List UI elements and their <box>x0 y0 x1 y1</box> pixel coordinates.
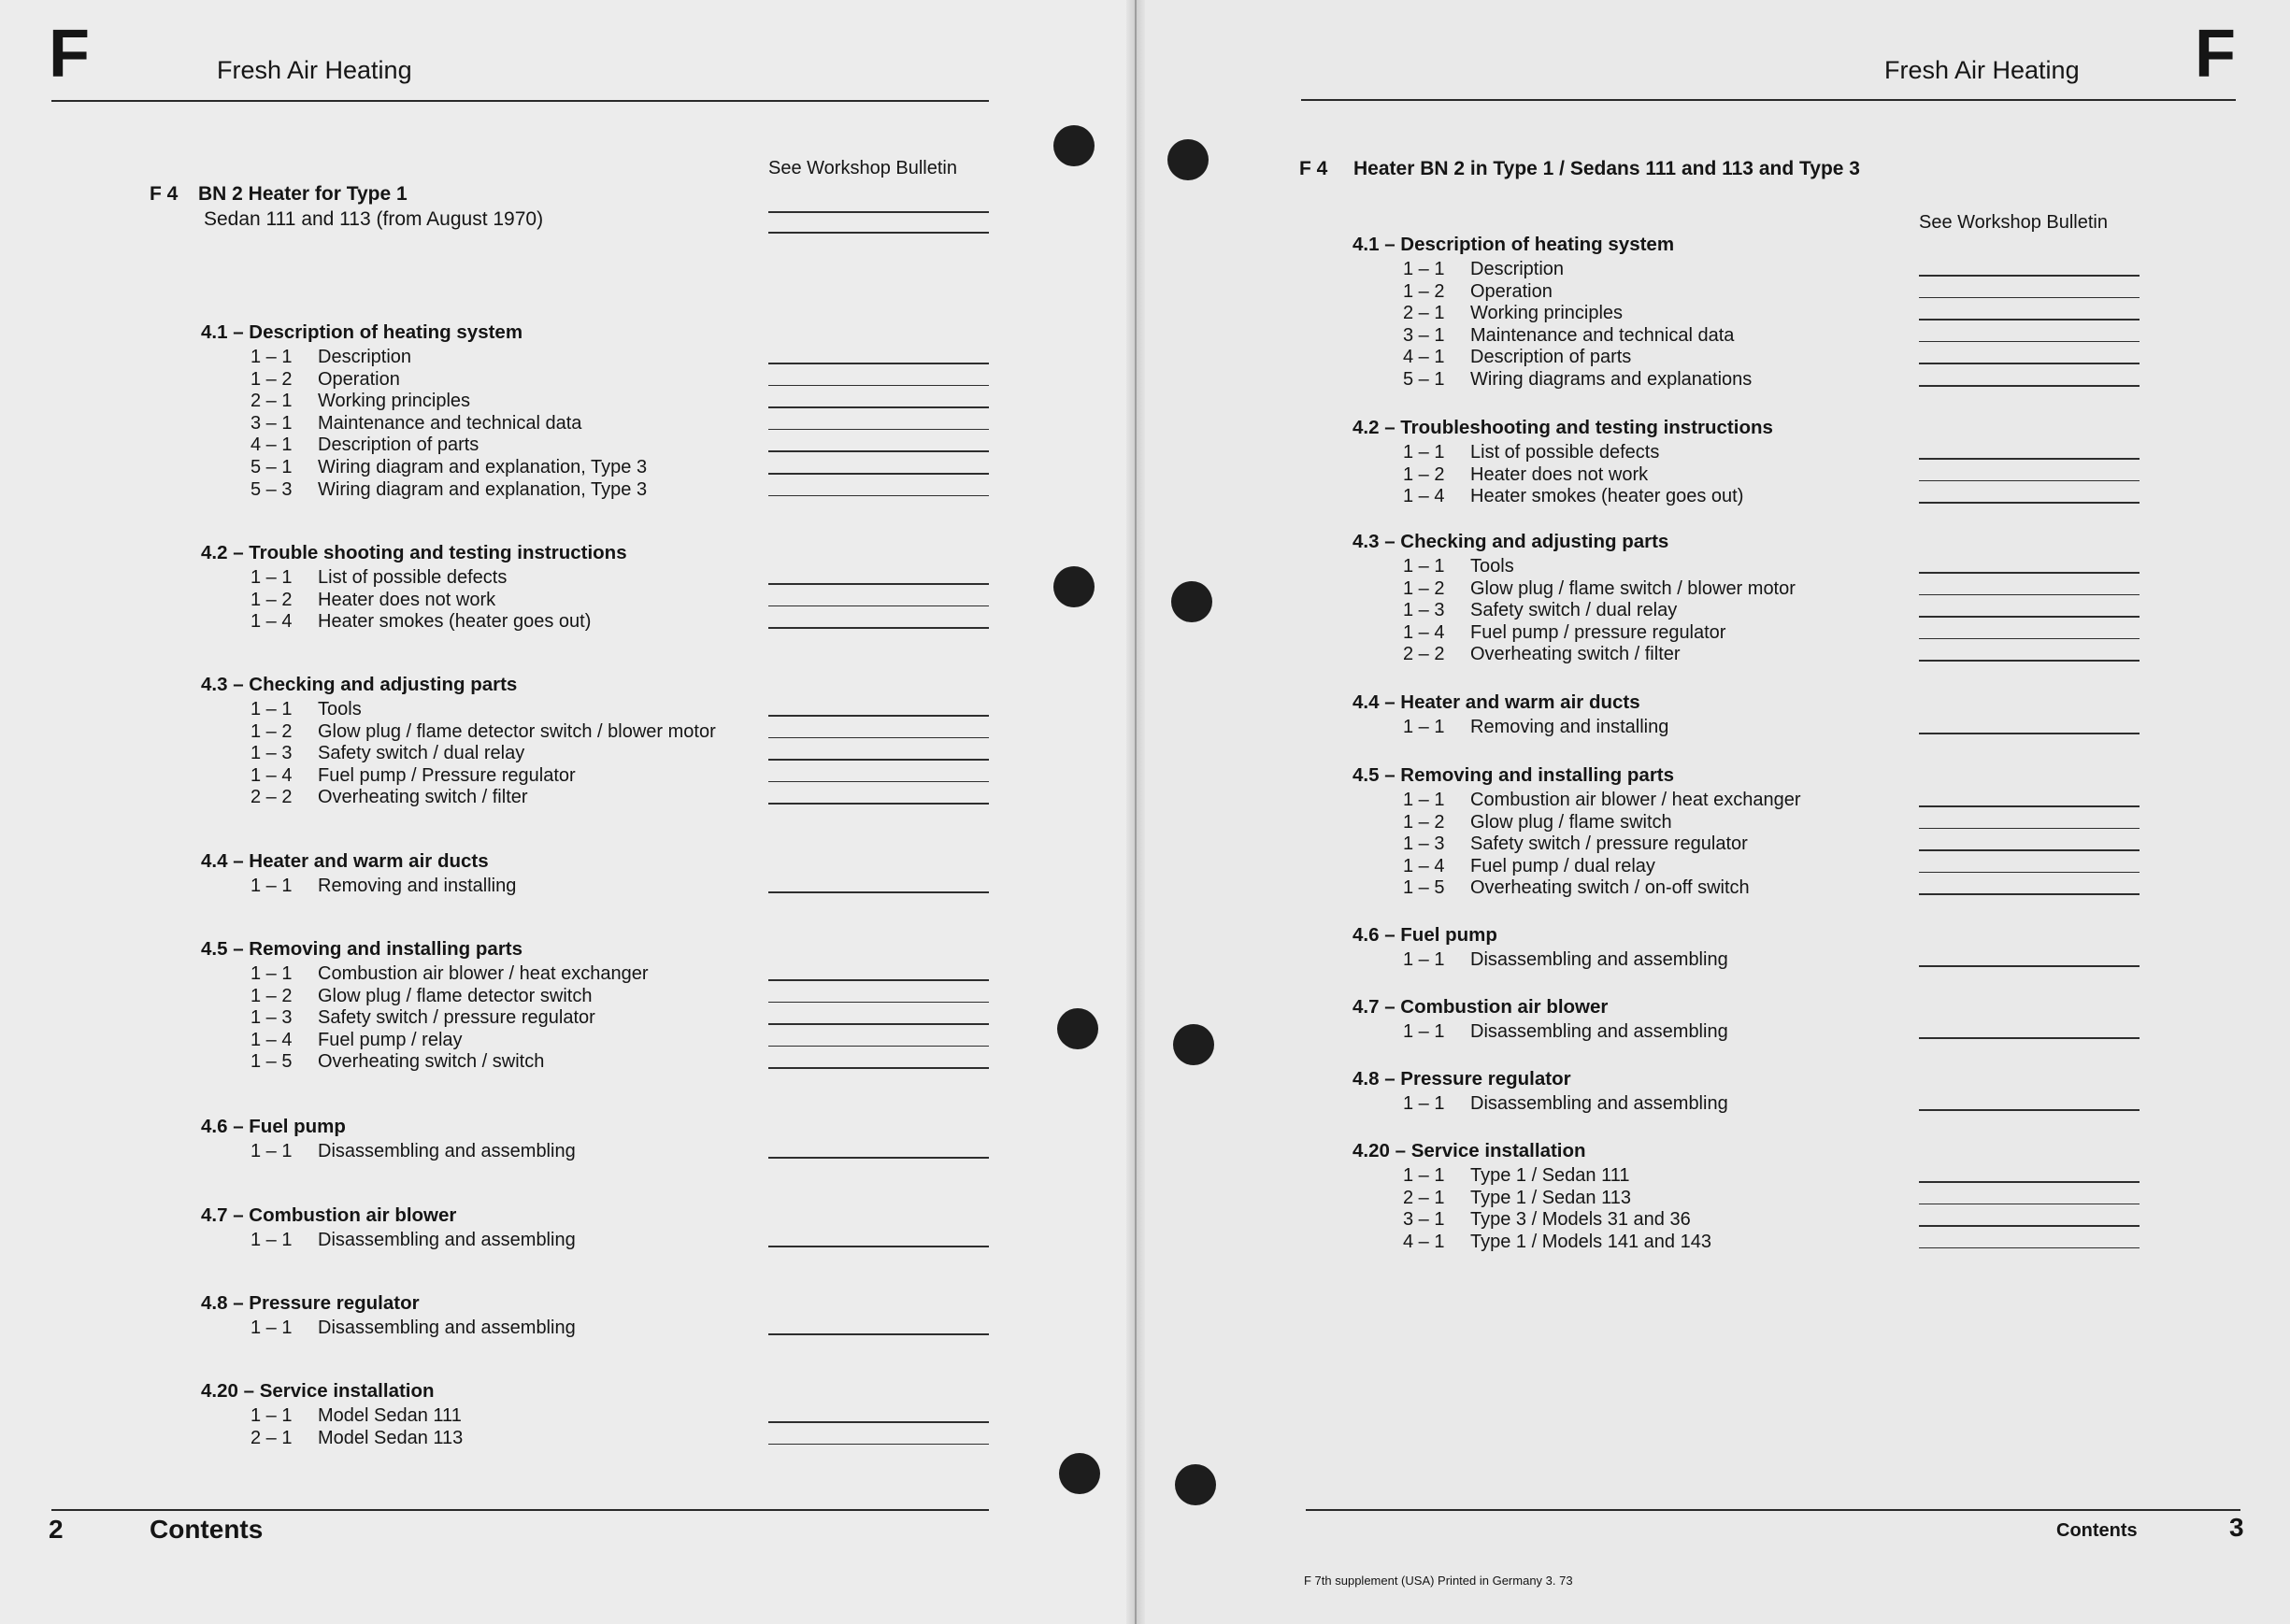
bulletin-line <box>1919 385 2140 387</box>
item-number: 1 – 5 <box>1403 877 1445 899</box>
toc-item <box>1403 1020 1926 1043</box>
section-title: 4.7 – Combustion air blower <box>201 1204 457 1226</box>
section-title: 4.2 – Trouble shooting and testing instructions <box>201 542 627 563</box>
item-number: 1 – 3 <box>1403 833 1445 855</box>
item-number: 2 – 1 <box>1403 303 1445 324</box>
bulletin-line <box>768 1333 989 1335</box>
item-text: Removing and installing <box>318 876 517 896</box>
item-text: Maintenance and technical data <box>1470 324 1735 346</box>
item-number: 1 – 2 <box>250 985 293 1006</box>
item-number: 1 – 3 <box>1403 600 1445 621</box>
bulletin-line <box>768 583 989 585</box>
page-number: 2 <box>49 1515 64 1544</box>
item-number: 1 – 1 <box>1403 259 1445 279</box>
item-number: 2 – 2 <box>250 787 293 808</box>
binding-gutter <box>1126 0 1145 1624</box>
section-title: 4.6 – Fuel pump <box>1353 924 1497 946</box>
toc-item <box>250 962 774 985</box>
item-text: Removing and installing <box>1470 717 1669 737</box>
toc-item <box>250 1006 774 1029</box>
section-title: 4.5 – Removing and installing parts <box>1353 764 1675 786</box>
item-text: Wiring diagram and explanation, Type 3 <box>318 478 648 500</box>
item-number: 1 – 1 <box>250 567 293 588</box>
item-text: Description of parts <box>1470 347 1632 368</box>
item-text: Glow plug / flame detector switch <box>318 985 593 1006</box>
section-title: 4.8 – Pressure regulator <box>1353 1068 1571 1090</box>
header-rule <box>1301 99 2236 101</box>
toc-item <box>1403 1187 1926 1209</box>
toc-item <box>250 346 774 368</box>
toc-item <box>250 434 774 456</box>
toc-item <box>1403 643 1926 665</box>
item-number: 1 – 1 <box>250 876 293 896</box>
bulletin-line <box>1919 297 2140 299</box>
toc-item <box>1403 1092 1926 1115</box>
bulletin-line <box>1919 1247 2140 1249</box>
punch-hole <box>1171 581 1212 622</box>
bulletin-line <box>1919 872 2140 874</box>
bulletin-line <box>768 1157 989 1159</box>
bulletin-line <box>1919 594 2140 596</box>
item-text: Fuel pump / Pressure regulator <box>318 764 576 786</box>
item-text: Safety switch / dual relay <box>1470 600 1678 621</box>
toc-item <box>250 589 774 611</box>
item-text: Type 3 / Models 31 and 36 <box>1470 1209 1691 1231</box>
bulletin-line <box>1919 1204 2140 1205</box>
item-text: Description of parts <box>318 434 479 456</box>
doc-title: BN 2 Heater for Type 1 <box>198 183 408 205</box>
header-title: Fresh Air Heating <box>217 56 412 84</box>
item-text: Fuel pump / relay <box>318 1029 463 1050</box>
item-number: 2 – 2 <box>1403 644 1445 665</box>
workshop-bulletin-label: See Workshop Bulletin <box>1919 212 2108 233</box>
bulletin-line <box>768 759 989 761</box>
item-text: Fuel pump / dual relay <box>1470 855 1655 876</box>
punch-hole <box>1173 1024 1214 1065</box>
doc-code: F 4 <box>150 183 179 205</box>
item-text: Disassembling and assembling <box>318 1141 576 1161</box>
item-text: Heater does not work <box>1470 463 1649 485</box>
item-number: 2 – 1 <box>250 1427 293 1448</box>
header-title: Fresh Air Heating <box>1884 56 2080 84</box>
toc-item <box>250 566 774 589</box>
toc-item <box>1403 948 1926 971</box>
item-number: 1 – 4 <box>1403 621 1445 643</box>
item-text: Heater smokes (heater goes out) <box>1470 486 1744 507</box>
item-number: 1 – 2 <box>1403 577 1445 599</box>
bulletin-line <box>1919 660 2140 662</box>
item-text: Model Sedan 111 <box>318 1405 462 1426</box>
section-title: 4.20 – Service installation <box>201 1380 435 1402</box>
item-text: Operation <box>1470 280 1553 302</box>
toc-item <box>1403 485 1926 507</box>
item-text: Overheating switch / on-off switch <box>1470 877 1750 899</box>
item-text: Maintenance and technical data <box>318 412 582 434</box>
item-text: Safety switch / dual relay <box>318 743 525 764</box>
bulletin-line <box>1919 341 2140 343</box>
toc-item <box>1403 876 1926 899</box>
toc-item <box>1403 621 1926 644</box>
item-number: 1 – 1 <box>1403 790 1445 810</box>
bulletin-line <box>1919 1225 2140 1227</box>
item-text: Tools <box>318 699 362 719</box>
item-number: 3 – 1 <box>1403 324 1445 346</box>
punch-hole <box>1057 1008 1098 1049</box>
doc-title: Heater BN 2 in Type 1 / Sedans 111 and 113 and Type 3 <box>1353 158 1860 179</box>
item-text: Heater smokes (heater goes out) <box>318 611 592 633</box>
section-letter: F <box>49 17 90 92</box>
item-number: 1 – 5 <box>250 1051 293 1073</box>
item-text: Overheating switch / filter <box>318 787 528 808</box>
item-text: Wiring diagram and explanation, Type 3 <box>318 457 648 477</box>
item-number: 3 – 1 <box>250 412 293 434</box>
toc-item <box>1403 855 1926 877</box>
item-number: 5 – 3 <box>250 478 293 500</box>
item-number: 3 – 1 <box>1403 1209 1445 1231</box>
item-text: Overheating switch / filter <box>1470 644 1681 665</box>
bulletin-line <box>1919 638 2140 640</box>
bulletin-line <box>768 429 989 431</box>
imprint: F 7th supplement (USA) Printed in Germany 3. 73 <box>1304 1574 1573 1588</box>
item-text: List of possible defects <box>318 567 508 588</box>
item-text: Glow plug / flame switch <box>1470 811 1672 833</box>
item-text: Working principles <box>318 391 471 412</box>
item-number: 2 – 1 <box>250 391 293 412</box>
item-text: Disassembling and assembling <box>1470 1093 1728 1114</box>
toc-item <box>1403 324 1926 347</box>
doc-code: F 4 <box>1299 158 1328 179</box>
toc-item <box>250 875 774 897</box>
bulletin-line <box>768 891 989 893</box>
item-number: 4 – 1 <box>1403 1231 1445 1252</box>
item-number: 4 – 1 <box>1403 347 1445 368</box>
item-text: Disassembling and assembling <box>1470 949 1728 970</box>
punch-hole <box>1059 1453 1100 1494</box>
item-number: 1 – 1 <box>1403 1165 1445 1186</box>
toc-item <box>1403 441 1926 463</box>
bulletin-line <box>1919 733 2140 734</box>
bulletin-line <box>1919 849 2140 851</box>
bulletin-line <box>768 211 989 213</box>
item-text: Glow plug / flame detector switch / blower motor <box>318 720 716 742</box>
bulletin-line <box>768 781 989 783</box>
toc-item <box>250 1317 774 1339</box>
bulletin-line <box>768 605 989 607</box>
toc-item <box>1403 302 1926 324</box>
bulletin-line <box>768 473 989 475</box>
bulletin-line <box>768 1023 989 1025</box>
item-text: Combustion air blower / heat exchanger <box>318 963 649 984</box>
toc-item <box>250 478 774 501</box>
section-title: 4.4 – Heater and warm air ducts <box>1353 691 1640 713</box>
item-text: Glow plug / flame switch / blower motor <box>1470 577 1796 599</box>
section-title: 4.2 – Troubleshooting and testing instructions <box>1353 417 1773 438</box>
item-number: 1 – 4 <box>250 764 293 786</box>
bulletin-line <box>768 627 989 629</box>
toc-item <box>1403 346 1926 368</box>
bulletin-line <box>1919 1181 2140 1183</box>
bulletin-line <box>768 495 989 497</box>
bulletin-line <box>1919 319 2140 321</box>
section-title: 4.1 – Description of heating system <box>1353 234 1675 255</box>
item-text: Type 1 / Sedan 111 <box>1470 1165 1630 1186</box>
toc-item <box>1403 599 1926 621</box>
toc-item <box>1403 1208 1926 1231</box>
item-number: 1 – 1 <box>250 347 293 367</box>
item-number: 1 – 1 <box>250 963 293 984</box>
toc-item <box>250 610 774 633</box>
item-number: 1 – 4 <box>250 611 293 633</box>
toc-item <box>250 1229 774 1251</box>
toc-item <box>250 412 774 434</box>
toc-item <box>1403 1231 1926 1253</box>
item-text: Tools <box>1470 556 1514 577</box>
item-text: Working principles <box>1470 303 1624 324</box>
item-text: Disassembling and assembling <box>318 1230 576 1250</box>
item-number: 1 – 3 <box>250 1007 293 1029</box>
bulletin-line <box>1919 965 2140 967</box>
item-number: 1 – 1 <box>250 1141 293 1161</box>
item-number: 5 – 1 <box>250 457 293 477</box>
footer-rule <box>51 1509 989 1511</box>
doc-subtitle: Sedan 111 and 113 (from August 1970) <box>204 208 544 230</box>
section-letter: F <box>2195 17 2236 92</box>
item-text: List of possible defects <box>1470 442 1660 463</box>
section-title: 4.8 – Pressure regulator <box>201 1292 420 1314</box>
toc-item <box>250 1029 774 1051</box>
item-number: 1 – 1 <box>250 1405 293 1426</box>
bulletin-line <box>768 385 989 387</box>
page-number: 3 <box>2229 1513 2244 1542</box>
item-number: 1 – 1 <box>250 1318 293 1338</box>
bulletin-line <box>768 1067 989 1069</box>
bulletin-line <box>768 406 989 408</box>
item-number: 1 – 1 <box>250 1230 293 1250</box>
toc-item <box>1403 789 1926 811</box>
section-title: 4.20 – Service installation <box>1353 1140 1586 1161</box>
bulletin-line <box>1919 1109 2140 1111</box>
bulletin-line <box>768 715 989 717</box>
section-title: 4.7 – Combustion air blower <box>1353 996 1609 1018</box>
toc-item <box>250 1427 774 1449</box>
bulletin-line <box>1919 275 2140 277</box>
item-text: Description <box>1470 259 1565 279</box>
item-number: 1 – 1 <box>250 699 293 719</box>
toc-item <box>250 1140 774 1162</box>
item-text: Model Sedan 113 <box>318 1427 464 1448</box>
toc-item <box>250 456 774 478</box>
bulletin-line <box>768 803 989 805</box>
item-number: 1 – 2 <box>250 589 293 610</box>
section-title: 4.3 – Checking and adjusting parts <box>1353 531 1669 552</box>
bulletin-line <box>768 1002 989 1004</box>
item-number: 2 – 1 <box>1403 1187 1445 1208</box>
toc-item <box>1403 1164 1926 1187</box>
punch-hole <box>1053 125 1095 166</box>
item-number: 1 – 1 <box>1403 442 1445 463</box>
item-text: Safety switch / pressure regulator <box>1470 833 1748 855</box>
bulletin-line <box>1919 1037 2140 1039</box>
toc-item <box>1403 280 1926 303</box>
section-title: 4.1 – Description of heating system <box>201 321 523 343</box>
item-text: Safety switch / pressure regulator <box>318 1007 595 1029</box>
toc-item <box>1403 555 1926 577</box>
item-number: 1 – 4 <box>1403 486 1445 507</box>
item-text: Operation <box>318 368 400 390</box>
bulletin-line <box>768 1421 989 1423</box>
toc-item <box>250 1404 774 1427</box>
bulletin-line <box>768 737 989 739</box>
item-number: 4 – 1 <box>250 434 293 456</box>
toc-item <box>250 698 774 720</box>
bulletin-line <box>768 1246 989 1247</box>
punch-hole <box>1053 566 1095 607</box>
bulletin-line <box>1919 502 2140 504</box>
bulletin-line <box>768 1444 989 1446</box>
toc-item <box>1403 463 1926 486</box>
header-rule <box>51 100 989 102</box>
toc-item <box>250 1050 774 1073</box>
bulletin-line <box>1919 893 2140 895</box>
item-number: 1 – 1 <box>1403 1021 1445 1042</box>
toc-item <box>1403 368 1926 391</box>
footer-title: Contents <box>150 1515 264 1544</box>
item-number: 1 – 1 <box>1403 556 1445 577</box>
bulletin-line <box>1919 363 2140 364</box>
bulletin-line <box>768 232 989 234</box>
toc-item <box>1403 811 1926 833</box>
bulletin-line <box>1919 805 2140 807</box>
item-number: 1 – 2 <box>250 368 293 390</box>
item-number: 1 – 2 <box>1403 811 1445 833</box>
bulletin-line <box>1919 572 2140 574</box>
item-number: 1 – 1 <box>1403 1093 1445 1114</box>
toc-item <box>1403 833 1926 855</box>
bulletin-line <box>1919 828 2140 830</box>
punch-hole <box>1175 1464 1216 1505</box>
item-text: Heater does not work <box>318 589 496 610</box>
footer-rule <box>1306 1509 2240 1511</box>
item-text: Combustion air blower / heat exchanger <box>1470 790 1801 810</box>
item-number: 1 – 3 <box>250 743 293 764</box>
item-text: Type 1 / Models 141 and 143 <box>1470 1231 1711 1252</box>
toc-item <box>250 742 774 764</box>
item-text: Overheating switch / switch <box>318 1051 545 1073</box>
toc-item <box>1403 716 1926 738</box>
item-number: 1 – 2 <box>1403 280 1445 302</box>
item-number: 1 – 1 <box>1403 949 1445 970</box>
item-text: Description <box>318 347 412 367</box>
bulletin-line <box>1919 480 2140 482</box>
workshop-bulletin-label: See Workshop Bulletin <box>768 158 957 178</box>
bulletin-line <box>768 450 989 452</box>
bulletin-line <box>1919 458 2140 460</box>
toc-item <box>1403 577 1926 600</box>
bulletin-line <box>768 1046 989 1047</box>
toc-item <box>250 390 774 412</box>
item-text: Fuel pump / pressure regulator <box>1470 621 1726 643</box>
section-title: 4.3 – Checking and adjusting parts <box>201 674 518 695</box>
item-number: 5 – 1 <box>1403 369 1445 390</box>
bulletin-line <box>768 363 989 364</box>
footer-title: Contents <box>2056 1520 2138 1541</box>
item-number: 1 – 4 <box>1403 855 1445 876</box>
item-number: 1 – 4 <box>250 1029 293 1050</box>
item-number: 1 – 2 <box>1403 463 1445 485</box>
item-text: Wiring diagrams and explanations <box>1470 369 1753 390</box>
left-page <box>0 0 1136 1624</box>
toc-item <box>250 764 774 787</box>
toc-item <box>250 786 774 808</box>
toc-item <box>250 368 774 391</box>
bulletin-line <box>768 979 989 981</box>
item-text: Disassembling and assembling <box>1470 1021 1728 1042</box>
section-title: 4.6 – Fuel pump <box>201 1116 346 1137</box>
right-page <box>1136 0 2290 1624</box>
punch-hole <box>1167 139 1209 180</box>
item-number: 1 – 1 <box>1403 717 1445 737</box>
bulletin-line <box>1919 616 2140 618</box>
toc-item <box>250 720 774 743</box>
item-number: 1 – 2 <box>250 720 293 742</box>
item-text: Type 1 / Sedan 113 <box>1470 1187 1631 1208</box>
toc-item <box>1403 258 1926 280</box>
section-title: 4.4 – Heater and warm air ducts <box>201 850 489 872</box>
section-title: 4.5 – Removing and installing parts <box>201 938 523 960</box>
toc-item <box>250 985 774 1007</box>
item-text: Disassembling and assembling <box>318 1318 576 1338</box>
